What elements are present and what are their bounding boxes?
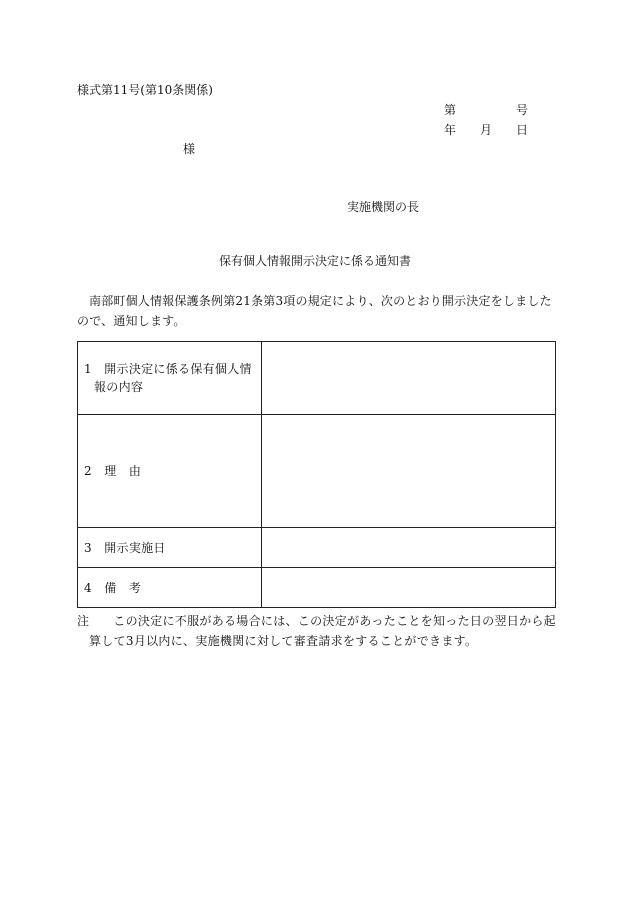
- form-number: 様式第11号(第10条関係): [77, 83, 213, 97]
- table-value-cell: [262, 415, 556, 528]
- table-row: [78, 568, 556, 608]
- table-label-cell: [78, 415, 262, 528]
- document-number-suffix: 号: [516, 103, 529, 117]
- row-label-content: 1 開示決定に係る保有個人情報の内容: [84, 362, 252, 394]
- date-year-label: 年: [444, 123, 457, 137]
- table-row: [78, 415, 556, 528]
- table-value-cell: [262, 528, 556, 568]
- table-label-cell: [78, 568, 262, 608]
- document-number-prefix: 第: [444, 103, 457, 117]
- document-title: 保有個人情報開示決定に係る通知書: [218, 254, 411, 268]
- body-paragraph: 南部町個人情報保護条例第21条第3項の規定により、次のとおり開示決定をしましたので、通知します。: [77, 294, 552, 328]
- table-row: [78, 528, 556, 568]
- table-value-cell: [262, 342, 556, 415]
- row-label-reason: 2 理 由: [84, 464, 142, 478]
- table-label-cell: [78, 528, 262, 568]
- date-month-label: 月: [480, 123, 493, 137]
- issuer-name: 実施機関の長: [347, 200, 420, 214]
- footnote-mark: 注: [77, 614, 90, 628]
- date-day-label: 日: [516, 123, 529, 137]
- table-value-cell: [262, 568, 556, 608]
- table-row: [78, 342, 556, 415]
- row-label-remarks: 4 備 考: [84, 580, 142, 595]
- recipient-honorific: 様: [183, 142, 196, 156]
- footnote: [77, 611, 561, 651]
- decision-details-table: [77, 341, 556, 608]
- row-label-disclosure-date: 3 開示実施日: [84, 540, 166, 555]
- table-label-cell: [78, 342, 262, 415]
- footnote-text: この決定に不服がある場合には、この決定があったことを知った日の翌日から起算して3月以内に、実施機関に対して審査請求をすることができます。: [89, 614, 556, 648]
